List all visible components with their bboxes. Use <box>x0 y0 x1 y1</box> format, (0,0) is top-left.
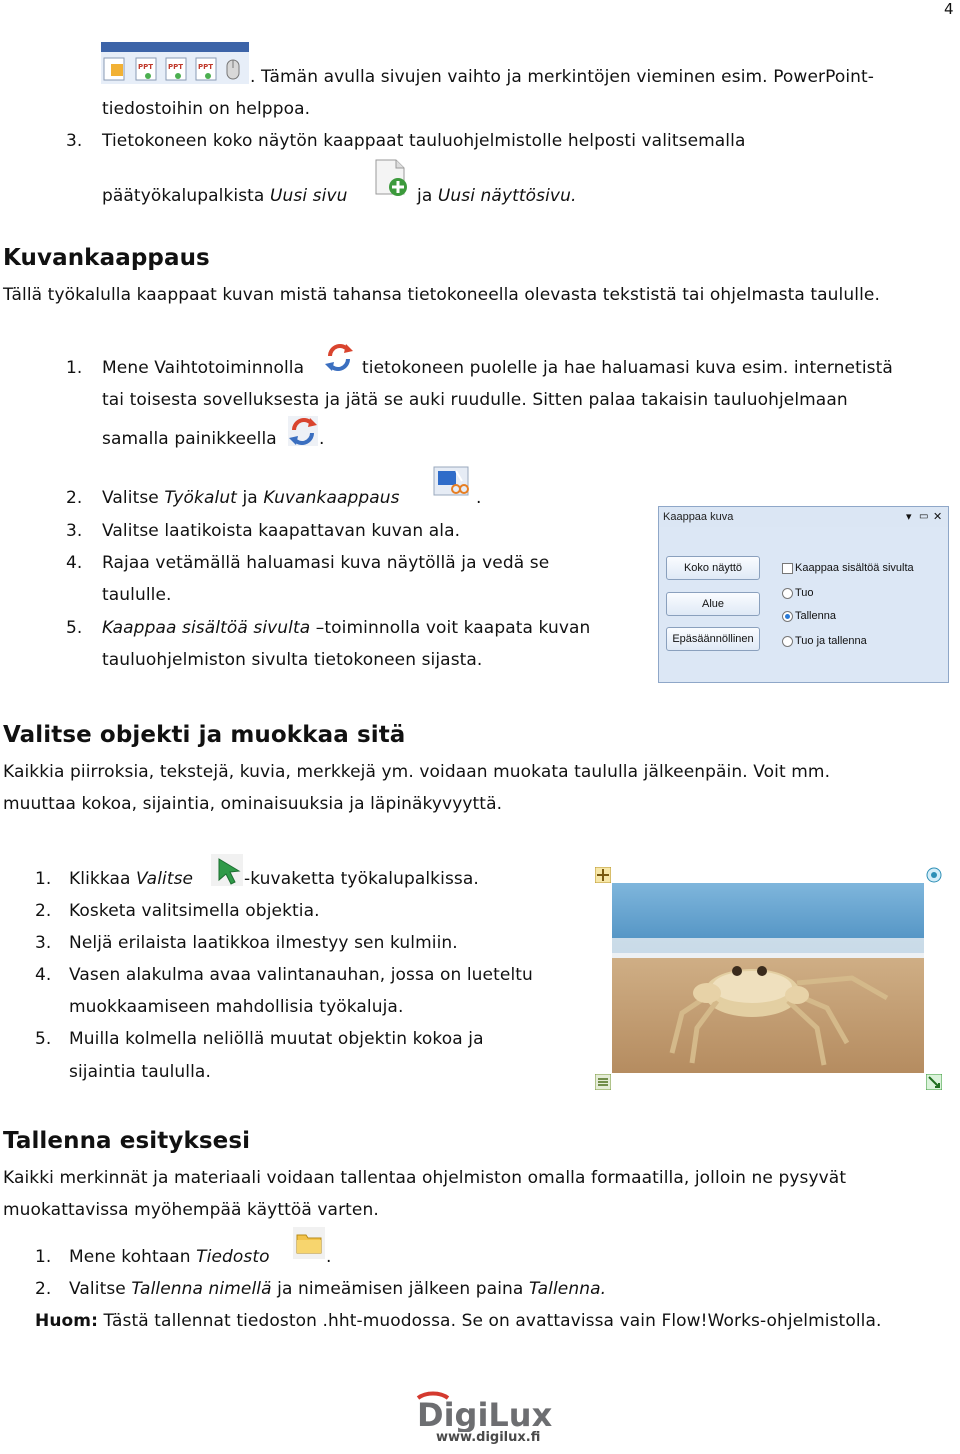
ta-step-1-end: . <box>326 1247 332 1267</box>
intro-item-3-line-1: Tietokoneen koko näytön kaappaat tauluohjelmistolle helposti valitsemalla <box>102 131 746 151</box>
va-step-4-text-a: Vasen alakulma avaa valintanauhan, jossa on lueteltu <box>69 965 533 985</box>
ppt-label-1: PPT <box>138 63 154 71</box>
restore-icon[interactable]: ▭ <box>919 511 929 522</box>
ta-step-2-text: Valitse Tallenna nimellä ja nimeämisen jälkeen paina Tallenna. <box>69 1279 607 1299</box>
ppt-label-3: PPT <box>198 63 214 71</box>
va-step-5-text-b: sijaintia taululla. <box>69 1062 211 1082</box>
file-folder-icon <box>292 1226 326 1260</box>
kk-step-1-text-d: samalla painikkeella <box>102 429 277 449</box>
capture-dialog <box>658 506 949 683</box>
import-and-save-radio[interactable] <box>782 636 793 647</box>
kk-step-2-end: . <box>476 488 482 508</box>
footer-url: www.digilux.fi <box>436 1430 541 1445</box>
note-label: Huom: <box>35 1311 99 1331</box>
logo-text: DigiLux <box>417 1396 553 1432</box>
move-handle-icon[interactable] <box>595 867 611 883</box>
intro-line-2: tiedostoihin on helppoa. <box>102 99 311 119</box>
va-step-5-number: 5. <box>35 1029 52 1049</box>
kk-step-1-number: 1. <box>66 358 83 378</box>
va-step-2-number: 2. <box>35 901 52 921</box>
irregular-button[interactable]: Epäsäännöllinen <box>666 627 760 651</box>
ppt-label-2: PPT <box>168 63 184 71</box>
import-radio[interactable] <box>782 588 793 599</box>
capture-dialog-title: Kaappaa kuva <box>663 511 734 523</box>
import-radio-label: Tuo <box>795 587 814 599</box>
intro-item-3-line-2-end: ja Uusi näyttösivu. <box>417 186 577 206</box>
switch-mode-icon-2 <box>286 414 320 448</box>
capture-page-label: Kaappaa sisältöä sivulta <box>795 562 914 574</box>
ta-step-2-number: 2. <box>35 1279 52 1299</box>
intro-line-1: . Tämän avulla sivujen vaihto ja merkintöjen vieminen esim. PowerPoint- <box>250 67 875 87</box>
capture-dialog-titlebar <box>659 507 948 527</box>
kk-step-4-text-b: taululle. <box>102 585 172 605</box>
full-screen-button[interactable]: Koko näyttö <box>666 556 760 580</box>
va-step-1-text-a: Klikkaa Valitse <box>69 869 194 889</box>
section-heading-valitse: Valitse objekti ja muokkaa sitä <box>3 722 406 748</box>
rotate-handle-icon[interactable] <box>926 867 942 883</box>
kk-step-1-text-a: Mene Vaihtotoiminnolla <box>102 358 305 378</box>
va-step-5-text-a: Muilla kolmella neliöllä muutat objektin kokoa ja <box>69 1029 484 1049</box>
new-page-icon <box>372 158 410 198</box>
note-text: Tästä tallennat tiedoston .hht-muodossa. Se on avattavissa vain Flow!Works-ohjelmistolla. <box>98 1311 882 1331</box>
valitse-description-1: Kaikkia piirroksia, tekstejä, kuvia, merkkejä ym. voidaan muokata taululla jälkeenpäin. Voit mm. <box>3 762 831 782</box>
va-step-3-number: 3. <box>35 933 52 953</box>
area-button[interactable]: Alue <box>666 592 760 616</box>
va-step-1-number: 1. <box>35 869 52 889</box>
kk-step-3-number: 3. <box>66 521 83 541</box>
intro-item-3-number: 3. <box>66 131 83 151</box>
kk-step-2-number: 2. <box>66 488 83 508</box>
save-radio[interactable] <box>782 611 793 622</box>
menu-handle-icon[interactable] <box>595 1074 611 1090</box>
kk-step-5-text-b: tauluohjelmiston sivulta tietokoneen sijasta. <box>102 650 483 670</box>
intro-item-3-line-2: päätyökalupalkista Uusi sivu <box>102 186 348 206</box>
capture-page-checkbox[interactable] <box>782 563 793 574</box>
close-icon[interactable]: ✕ <box>933 511 943 523</box>
tallenna-description-1: Kaikki merkinnät ja materiaali voidaan tallentaa ohjelmiston omalla formaatilla, jolloin ne pysyvät <box>3 1168 847 1188</box>
ta-step-1-text: Mene kohtaan Tiedosto <box>69 1247 270 1267</box>
va-step-3-text: Neljä erilaista laatikkoa ilmestyy sen kulmiin. <box>69 933 458 953</box>
va-step-1-text-c: -kuvaketta työkalupalkissa. <box>244 869 479 889</box>
import-and-save-radio-label: Tuo ja tallenna <box>795 635 867 647</box>
valitse-description-2: muuttaa kokoa, sijaintia, ominaisuuksia ja läpinäkyvyyttä. <box>3 794 503 814</box>
save-radio-label: Tallenna <box>795 610 836 622</box>
kk-step-5-number: 5. <box>66 618 83 638</box>
page-number: 4 <box>944 0 954 18</box>
tallenna-note <box>35 1310 882 1332</box>
switch-mode-icon <box>322 340 356 374</box>
kk-step-1-text-b: tietokoneen puolelle ja hae haluamasi kuva esim. internetistä <box>362 358 893 378</box>
kk-step-1-text-c: tai toisesta sovelluksesta ja jätä se auki ruudulle. Sitten palaa takaisin tauluohjelmaan <box>102 390 848 410</box>
va-step-2-text: Kosketa valitsimella objektia. <box>69 901 320 921</box>
section-heading-kuvankaappaus: Kuvankaappaus <box>3 245 210 271</box>
kk-step-1-text-e: . <box>319 429 325 449</box>
kuvankaappaus-description: Tällä työkalulla kaappaat kuvan mistä tahansa tietokoneella olevasta tekstistä tai ohjelmasta taululle. <box>3 285 880 305</box>
kk-step-4-number: 4. <box>66 553 83 573</box>
va-step-4-number: 4. <box>35 965 52 985</box>
crab-photo[interactable] <box>612 883 924 1073</box>
kk-step-3-text: Valitse laatikoista kaapattavan kuvan ala. <box>102 521 461 541</box>
kk-step-5-text-a: Kaappaa sisältöä sivulta –toiminnolla voit kaapata kuvan <box>102 618 591 638</box>
section-heading-tallenna: Tallenna esityksesi <box>3 1128 251 1154</box>
tallenna-description-2: muokattavissa myöhempää käyttöä varten. <box>3 1200 379 1220</box>
minimize-icon[interactable]: ▾ <box>906 511 912 523</box>
ppt-toolbar-image <box>101 42 249 84</box>
screen-capture-icon <box>432 465 472 499</box>
kk-step-4-text-a: Rajaa vetämällä haluamasi kuva näytöllä ja vedä se <box>102 553 550 573</box>
kk-step-2-text: Valitse Työkalut ja Kuvankaappaus <box>102 488 400 508</box>
select-arrow-icon <box>210 853 244 887</box>
ta-step-1-number: 1. <box>35 1247 52 1267</box>
resize-handle-icon[interactable] <box>926 1074 942 1090</box>
va-step-4-text-b: muokkaamiseen mahdollisia työkaluja. <box>69 997 404 1017</box>
digilux-logo <box>414 1388 554 1450</box>
